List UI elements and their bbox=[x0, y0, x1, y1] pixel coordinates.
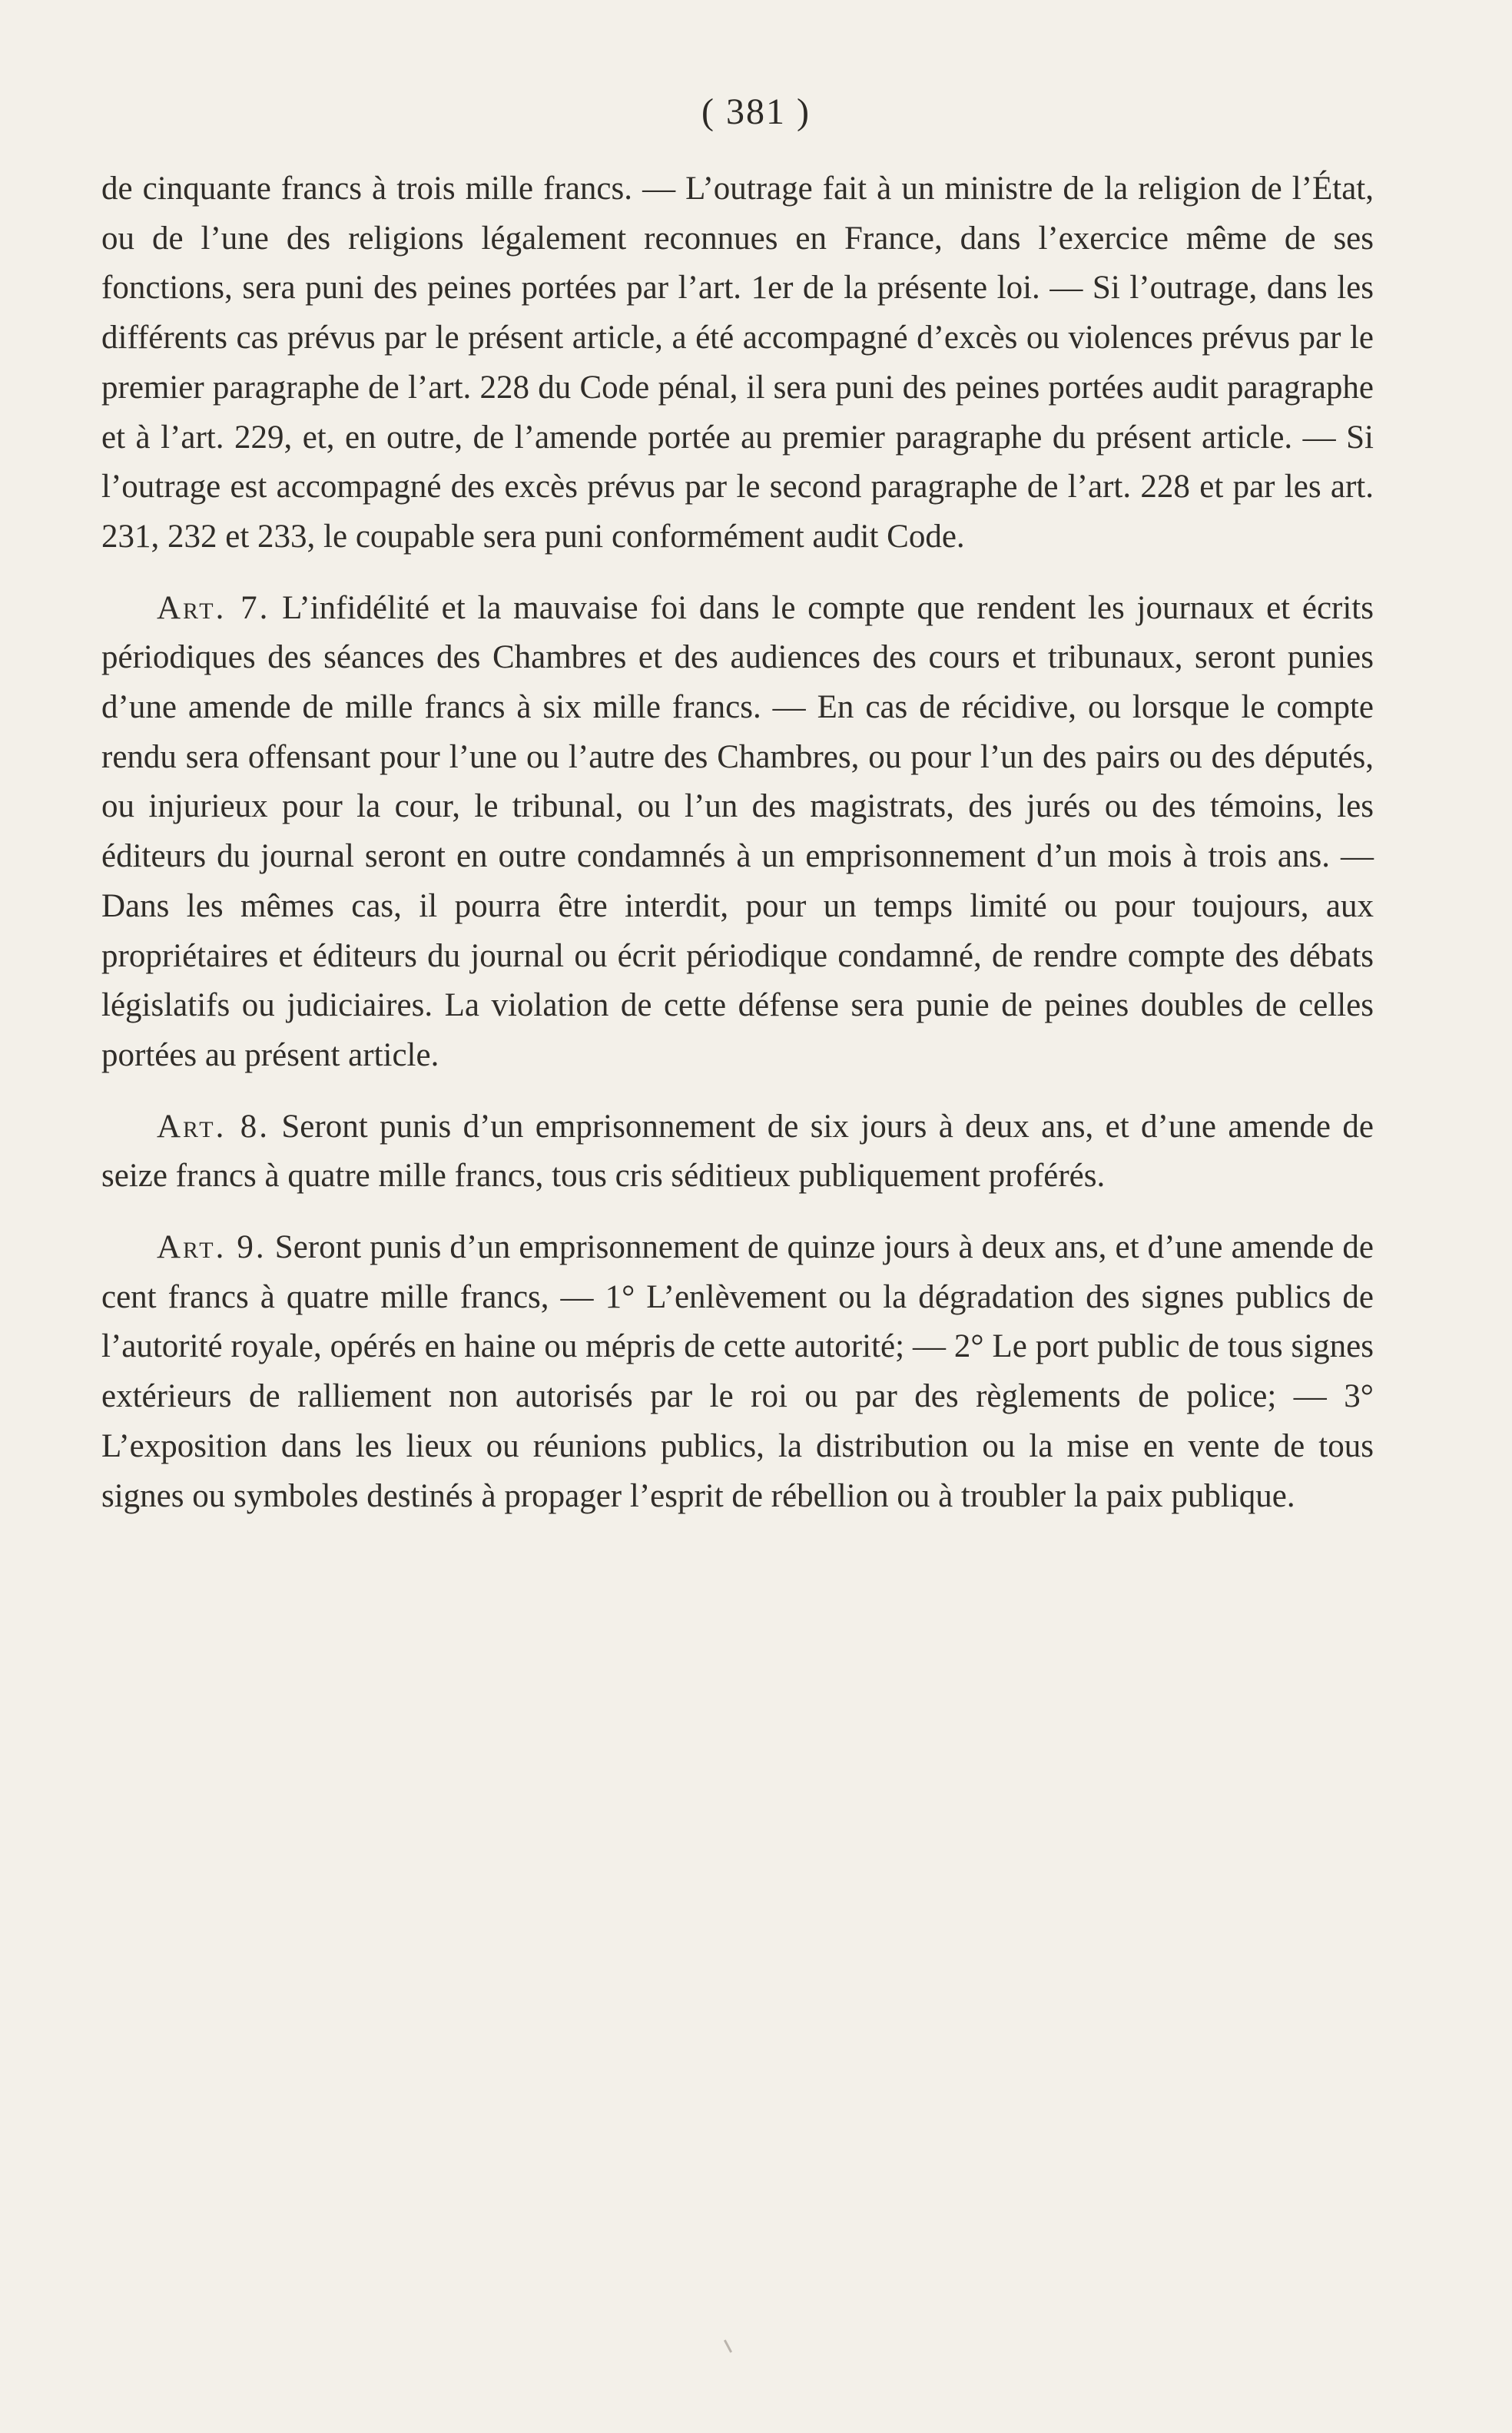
page-number: ( 381 ) bbox=[701, 91, 811, 132]
article-9-label: Art. 9. bbox=[157, 1229, 267, 1266]
paper-speck bbox=[724, 2339, 732, 2352]
article-7-label: Art. 7. bbox=[157, 589, 270, 626]
article-8-label: Art. 8. bbox=[157, 1108, 270, 1145]
article-9-paragraph bbox=[101, 1223, 1374, 1521]
paragraph-continuation bbox=[101, 164, 1374, 562]
paragraph-continuation-text: de cinquante francs à trois mille francs. — L’outrage fait à un ministre de la religion de l’État, ou de l’une des religions légalement reconnues en France, dans l’exercice même de ses fonctions, sera puni des peines portées par l’art. 1er de la présente loi. — Si l’outrage, dans les différents cas prévus par le présent article, a été accompagné d’excès ou violences prévus par le premier paragraphe de l’art. 228 du Code pénal, il sera puni des peines portées audit paragraphe et à l’art. 229, et, en outre, de l’amende portée au premier paragraphe du présent article. — Si l’outrage est accompagné des excès prévus par le second paragraphe de l’art. 228 et par les art. 231, 232 et 233, le coupable sera puni conformément audit Code. bbox=[101, 171, 1374, 555]
article-7-text: L’infidélité et la mauvaise foi dans le compte que rendent les journaux et écrits périodiques des séances des Chambres et des audiences des cours et tribunaux, seront punies d’une amende de mille francs à six mille francs. — En cas de récidive, ou lorsque le compte rendu sera offensant pour l’une ou l’autre des Chambres, ou pour l’un des pairs ou des députés, ou injurieux pour la cour, le tribunal, ou l’un des magistrats, des jurés ou des témoins, les éditeurs du journal seront en outre condamnés à un emprisonnement d’un mois à trois ans. — Dans les mêmes cas, il pourra être interdit, pour un temps limité ou pour toujours, aux propriétaires et éditeurs du journal ou écrit périodique condamné, de rendre compte des débats législatifs ou judiciaires. La violation de cette défense sera punie de peines doubles de celles portées au présent article. bbox=[101, 589, 1374, 1073]
article-8-text: Seront punis d’un emprisonnement de six jours à deux ans, et d’une amende de seize francs à quatre mille francs, tous cris séditieux publiquement proférés. bbox=[101, 1108, 1374, 1195]
article-9-text: Seront punis d’un emprisonnement de quinze jours à deux ans, et d’une amende de cent francs à quatre mille francs, — 1° L’enlèvement ou la dégradation des signes publics de l’autorité royale, opérés en haine ou mépris de cette autorité; — 2° Le port public de tous signes extérieurs de ralliement non autorisés par le roi ou par des règlements de police; — 3° L’exposition dans les lieux ou réunions publics, la distribution ou la mise en vente de tous signes ou symboles destinés à propager l’esprit de rébellion ou à troubler la paix publique. bbox=[101, 1229, 1374, 1514]
article-8-paragraph bbox=[101, 1102, 1374, 1202]
article-7-paragraph bbox=[101, 584, 1374, 1081]
legal-text-block bbox=[101, 164, 1374, 1521]
